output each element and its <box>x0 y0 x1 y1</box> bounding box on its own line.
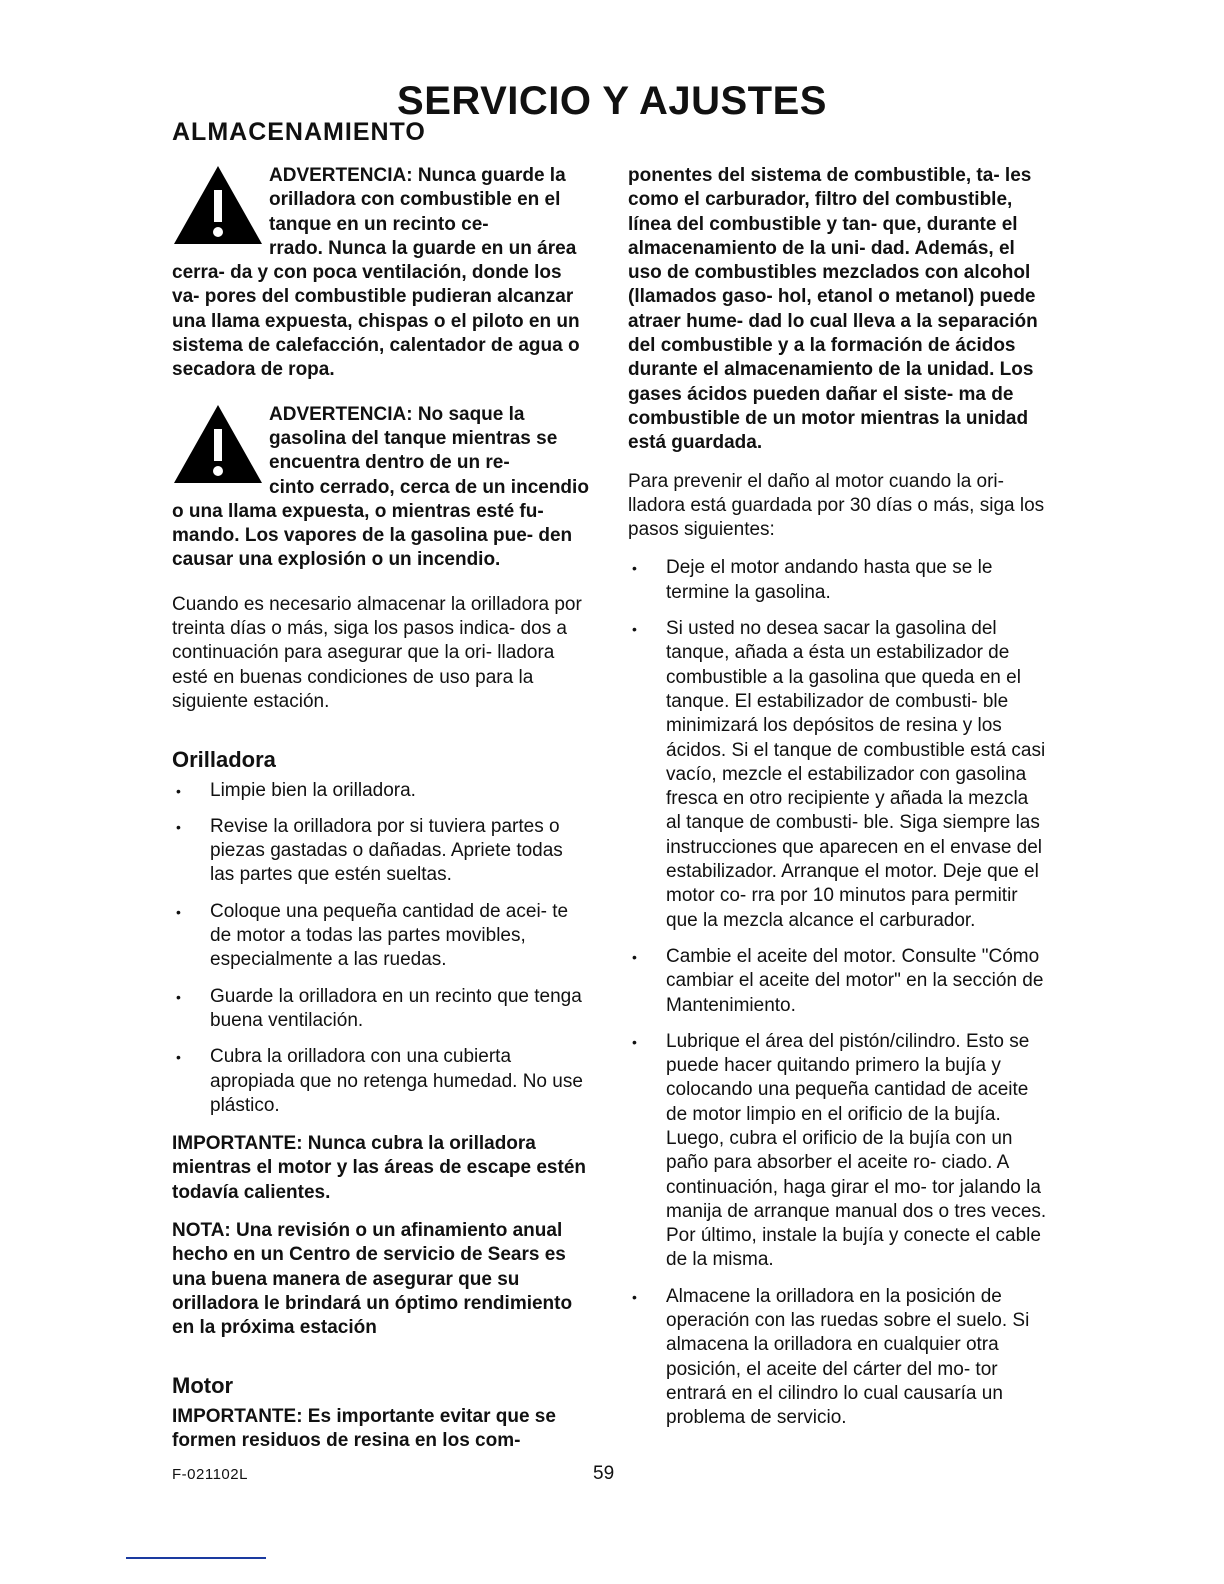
list-item: • Cambie el aceite del motor. Consulte "Cómo cambiar el aceite del motor" en la sección de Mantenimiento. <box>632 945 1044 1016</box>
section-title: ALMACENAMIENTO <box>172 118 426 146</box>
bullet-icon: • <box>176 903 181 920</box>
list-item: • Coloque una pequeña cantidad de acei- te de motor a todas las partes movibles, especialmente a las ruedas. <box>176 900 569 971</box>
bullet-icon: • <box>632 948 637 965</box>
orilladora-list <box>172 779 592 1119</box>
storage-intro: Cuando es necesario almacenar la orilladora por treinta días o más, siga los pasos indica- dos a continuación para asegurar que la ori- lladora esté en buenas condiciones de uso para la siguiente estación. <box>172 593 582 712</box>
orilladora-heading: Orilladora <box>172 747 276 773</box>
bullet-icon: • <box>632 621 637 638</box>
list-item: • Cubra la orilladora con una cubierta apropiada que no retenga humedad. No use plástico. <box>176 1046 583 1116</box>
motor-heading: Motor <box>172 1373 234 1399</box>
page-number: 59 <box>593 1463 615 1484</box>
list-item: • Almacene la orilladora en la posición de operación con las ruedas sobre el suelo. Si almacena la orilladora en cualquier otra posición, el aceite del cárter del mo- tor entrará en el cilindro lo cual causaría un problema de servicio. <box>632 1285 1030 1429</box>
right-column <box>628 164 1048 1445</box>
list-item: • Guarde la orilladora en un recinto que tenga buena ventilación. <box>176 985 582 1031</box>
motor-intro: Para prevenir el daño al motor cuando la ori- lladora está guardada por 30 días o más, siga los pasos siguientes: <box>628 470 1045 541</box>
list-item: • Limpie bien la orilladora. <box>176 779 416 801</box>
bullet-icon: • <box>176 782 181 799</box>
bullet-icon: • <box>176 818 181 835</box>
warning-triangle-icon <box>172 403 264 485</box>
list-item: • Deje el motor andando hasta que se le termine la gasolina. <box>632 557 993 603</box>
warning-1-text: rrado. Nunca la guarde en un área cerra- da y con poca ventilación, donde los va- pores del combustible pudieran alcanzar una llama expuesta, chispas o el piloto en un sistema de calefacción, calentador de agua o secadora de ropa. <box>172 237 580 381</box>
page-title: SERVICIO Y AJUSTES <box>397 79 827 123</box>
warning-block-2 <box>172 403 592 573</box>
bullet-icon: • <box>632 560 637 577</box>
warning-1-lead: ADVERTENCIA: Nunca guarde la orilladora con combustible en el tanque en un recinto ce- <box>269 165 566 235</box>
warning-block-1 <box>172 164 592 383</box>
nota-note: NOTA: Una revisión o un afinamiento anual hecho en un Centro de servicio de Sears es una buena manera de asegurar que su orilladora le brindará un óptimo rendimiento en la próxima estación <box>172 1219 573 1339</box>
footer-rule <box>126 1557 266 1559</box>
left-column <box>172 164 592 1467</box>
list-item: • Si usted no desea sacar la gasolina del tanque, añada a ésta un estabilizador de combustible a la gasolina que queda en el tanque. El estabilizador de combusti- ble minimizará los depósitos de resina y los ácidos. Si el tanque de combustible está casi vacío, mezcle el estabilizador con gasolina fresca en otro recipiente y añada la mezcla al tanque de combusti- ble. Siga siempre las instrucciones que aparecen en el envase del estabilizador. Arranque el motor. Deje que el motor co- rra por 10 minutos para permitir que la mezcla alcance el carburador. <box>632 618 1046 931</box>
motor-importante-continued: ponentes del sistema de combustible, ta- les como el carburador, filtro del combustible, línea del combustible y tan- que, durante el almacenamiento de la uni- dad. Además, el uso de combustibles mezclados con alcohol (llamados gaso- hol, etanol o metanol) puede atraer hume- dad lo cual lleva a la separación del combustible y a la formación de ácidos durante el almacenamiento de la unidad. Los gases ácidos pueden dañar el siste- ma de combustible de un motor mientras la unidad está guardada. <box>628 165 1038 454</box>
bullet-icon: • <box>632 1033 637 1050</box>
list-item: • Lubrique el área del pistón/cilindro. Esto se puede hacer quitando primero la bujía y colocando una pequeña cantidad de aceite de motor limpio en el orificio de la bujía. Luego, cubra el orificio de la bujía con un paño para absorber el aceite ro- ciado. A continuación, haga girar el mo- tor jalando la manija de arranque manual dos o tres veces. Por último, instale la bujía y conecte el cable de la misma. <box>632 1030 1047 1271</box>
motor-importante: IMPORTANTE: Es importante evitar que se formen residuos de resina en los com- <box>172 1405 556 1452</box>
bullet-icon: • <box>176 988 181 1005</box>
warning-2-text: cinto cerrado, cerca de un incendio o una llama expuesta, o mientras esté fu- mando. Los vapores de la gasolina pue- den causar una explosión o un incendio. <box>172 476 589 571</box>
importante-note: IMPORTANTE: Nunca cubra la orilladora mientras el motor y las áreas de escape estén todavía calientes. <box>172 1133 586 1203</box>
motor-list <box>628 556 1048 1430</box>
warning-triangle-icon <box>172 164 264 246</box>
warning-2-lead: ADVERTENCIA: No saque la gasolina del tanque mientras se encuentra dentro de un re- <box>269 403 558 474</box>
bullet-icon: • <box>632 1288 637 1305</box>
list-item: • Revise la orilladora por si tuviera partes o piezas gastadas o dañadas. Apriete todas las partes que estén sueltas. <box>176 815 563 886</box>
document-code: F-021102L <box>172 1466 248 1483</box>
bullet-icon: • <box>176 1049 181 1066</box>
